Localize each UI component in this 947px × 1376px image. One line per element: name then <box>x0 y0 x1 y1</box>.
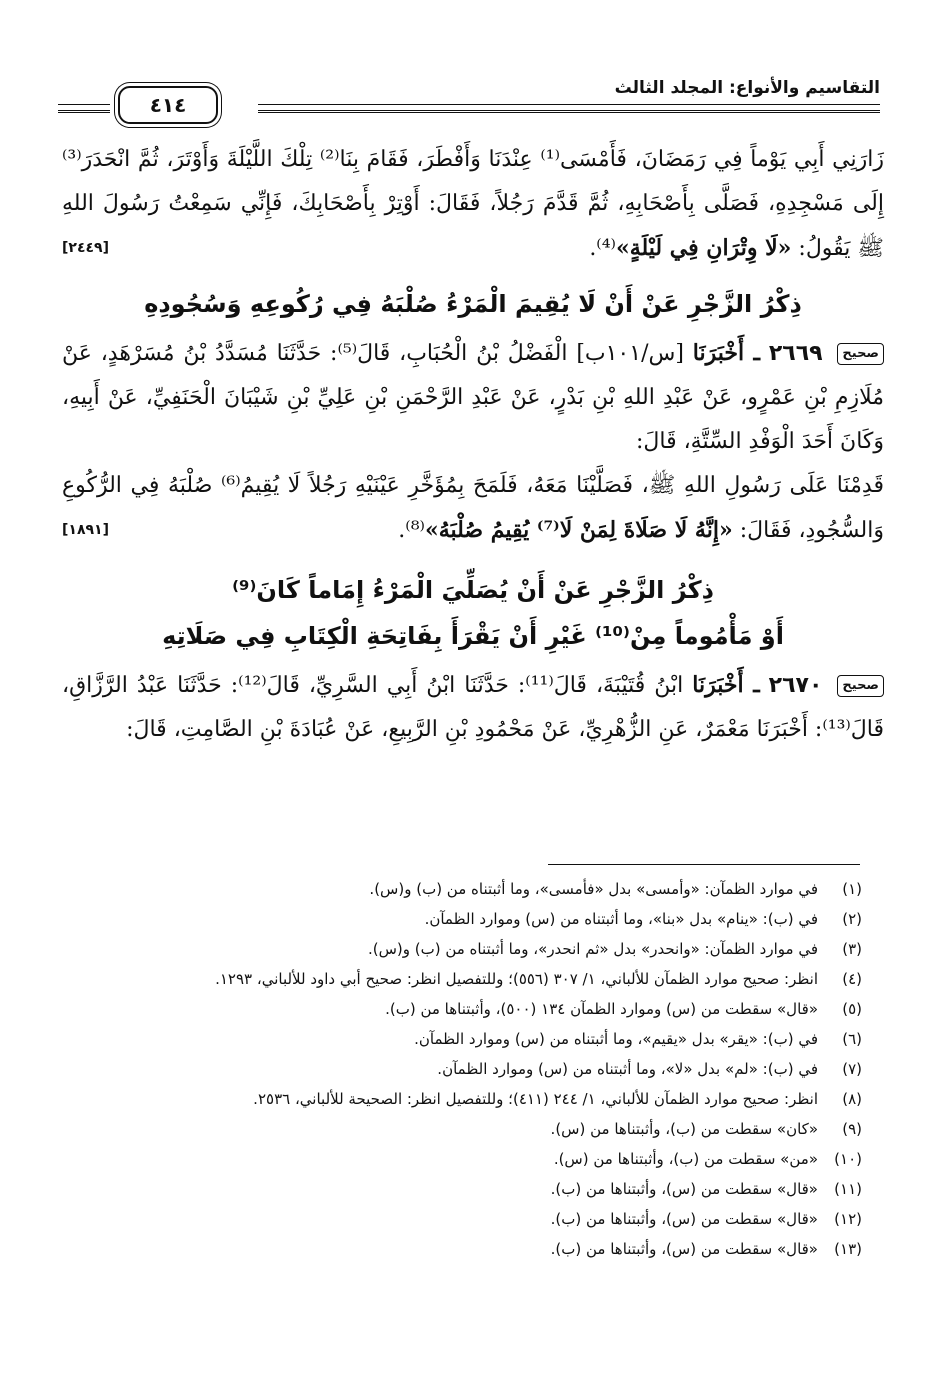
footnote-text: «قال» سقطت من (س)، وأثبتناها من (ب). <box>550 1240 818 1258</box>
footnote-text: في (ب): «يقر» بدل «يقيم»، وما أثبتناه من (س) وموارد الظمآن. <box>414 1030 818 1048</box>
footnote-number: (١٣) <box>834 1240 862 1258</box>
footnote-text: «قال» سقطت من (س)، وأثبتناها من (ب). <box>550 1210 818 1228</box>
running-title: التقاسيم والأنواع: المجلد الثالث <box>614 78 880 98</box>
section1-paragraph <box>62 138 884 271</box>
footnote <box>62 994 862 1024</box>
section1-reference: [٢٤٤٩] <box>62 240 109 256</box>
page-number-badge: ٤١٤ <box>118 86 218 124</box>
footnote <box>62 1114 862 1144</box>
footnote-text: «قال» سقطت من (س) وموارد الظمآن ١٣٤ (٥٠٠)، وأثبتناها من (ب). <box>385 1000 818 1018</box>
footnote <box>62 1084 862 1114</box>
header-double-rule <box>258 110 880 113</box>
grade-tag: صحيح <box>837 343 884 365</box>
hadith-lead: ـ أَخْبَرَنَا <box>692 672 760 698</box>
footnote-text: في موارد الظمآن: «وأمسى» بدل «فأمسى»، وما أثبتناه من (ب) و(س). <box>369 880 818 898</box>
hadith-2669 <box>62 331 884 464</box>
footnote-separator <box>548 864 860 865</box>
hadith-isnad: ابْنُ قُتَيْبَةَ، قَالَ⁽¹¹⁾: حَدَّثَنَا ابْنُ أَبِي السَّرِيِّ، قَالَ⁽¹²⁾: حَدَّثَنَا عَبْدُ الرَّزَّاقِ، قَالَ⁽¹³⁾: أَخْبَرَنَا مَعْمَرٌ، عَنِ الزُّهْرِيِّ، عَنْ مَحْمُودِ بْنِ الرَّبِيعِ، عَنْ عُبَادَةَ بْنِ الصَّامِتِ، قَالَ: <box>62 673 884 742</box>
footnote <box>62 904 862 934</box>
hadith-2670 <box>62 663 884 752</box>
footnote-number: (١) <box>842 880 862 898</box>
chapter-heading-2-line2: أَوْ مَأْمُوماً مِنْ⁽¹⁰⁾ غَيْرِ أَنْ يَقْرَأَ بِفَاتِحَةِ الْكِتَابِ فِي صَلَاتِهِ <box>162 622 784 650</box>
header-double-rule-left <box>58 110 110 113</box>
footnote-number: (٩) <box>842 1120 862 1138</box>
footnote-number: (٤) <box>842 970 862 988</box>
footnote-number: (١٢) <box>834 1210 862 1228</box>
header-rule-left <box>58 104 110 105</box>
hadith-isnad: [س/١٠١ب] الْفَضْلُ بْنُ الْحُبَابِ، قَالَ⁽⁵⁾: حَدَّثَنَا مُسَدَّدُ بْنُ مُسَرْهَدٍ، عَنْ مُلَازِمِ بْنِ عَمْرٍو، عَنْ عَبْدِ اللهِ بْنِ بَدْرٍ، عَنْ عَبْدِ الرَّحْمَنِ بْنِ عَلِيِّ بْنِ شَيْبَانَ الْحَنَفِيِّ، عَنْ أَبِيهِ، وَكَانَ أَحَدَ الْوَفْدِ السِّتَّةِ، قَالَ: <box>62 341 884 454</box>
chapter-heading-2 <box>62 567 884 659</box>
footnote <box>62 1174 862 1204</box>
footnotes <box>62 874 862 1264</box>
footnote-text: في (ب): «لم» بدل «لا»، وما أثبتناه من (س) وموارد الظمآن. <box>437 1060 818 1078</box>
footnote-text: «كان» سقطت من (ب)، وأثبتناها من (س). <box>550 1120 818 1138</box>
footnote <box>62 874 862 904</box>
footnote-number: (٥) <box>842 1000 862 1018</box>
page-header <box>58 70 880 130</box>
footnote-number: (٢) <box>842 910 862 928</box>
footnote-number: (٣) <box>842 940 862 958</box>
footnote-number: (٨) <box>842 1090 862 1108</box>
main-text <box>62 138 884 752</box>
footnote <box>62 1204 862 1234</box>
footnote-number: (٦) <box>842 1030 862 1048</box>
section1-text: زَارَنِي أَبِي يَوْماً فِي رَمَضَانَ، فَأَمْسَى⁽¹⁾ عِنْدَنَا وَأَفْطَرَ، فَقَامَ بِنَا⁽²⁾ تِلْكَ اللَّيْلَةَ وَأَوْتَرَ، ثُمَّ انْحَدَرَ⁽³⁾ إِلَى مَسْجِدِهِ، فَصَلَّى بِأَصْحَابِهِ، ثُمَّ قَدَّمَ رَجُلاً، فَقَالَ: أَوْتِرْ بِأَصْحَابِكَ، فَإِنِّي سَمِعْتُ رَسُولَ اللهِ ﷺ يَقُولُ: <box>62 147 884 261</box>
footnote <box>62 1234 862 1264</box>
footnote <box>62 1054 862 1084</box>
footnote <box>62 964 862 994</box>
grade-tag: صحيح <box>837 675 884 697</box>
footnote <box>62 1024 862 1054</box>
hadith-number: ٢٦٦٩ <box>768 341 823 366</box>
section1-quote: «لَا وِتْرَانِ فِي لَيْلَةٍ» <box>615 235 792 261</box>
footnote-number: (١٠) <box>834 1150 862 1168</box>
footnote-text: انظر: صحيح موارد الظمآن للألباني، ١/ ٢٤٤ (٤١١)؛ وللتفصيل انظر: الصحيحة للألباني، ٢٥٣٦. <box>253 1090 818 1108</box>
hadith-matn: قَدِمْنَا عَلَى رَسُولِ اللهِ ﷺ، فَصَلَّيْنَا مَعَهُ، فَلَمَحَ بِمُؤَخَّرِ عَيْنَيْهِ رَجُلاً لَا يُقِيمُ⁽⁶⁾ صُلْبَهُ فِي الرُّكُوعِ وَالسُّجُودِ، فَقَالَ: <box>62 473 884 543</box>
footnote <box>62 1144 862 1174</box>
footnote <box>62 934 862 964</box>
hadith-2669-matn <box>62 464 884 553</box>
chapter-heading-2-line1: ذِكْرُ الزَّجْرِ عَنْ أَنْ يُصَلِّيَ الْمَرْءُ إِمَاماً كَانَ⁽⁹⁾ <box>232 576 714 604</box>
section1-quote-tail: ⁽⁴⁾. <box>589 236 616 261</box>
footnote-text: في (ب): «ينام» بدل «بنا»، وما أثبتناه من (س) وموارد الظمآن. <box>424 910 818 928</box>
footnote-number: (١١) <box>834 1180 862 1198</box>
footnote-text: «من» سقطت من (ب)، وأثبتناها من (س). <box>553 1150 818 1168</box>
footnote-text: «قال» سقطت من (س)، وأثبتناها من (ب). <box>550 1180 818 1198</box>
chapter-heading-1: ذِكْرُ الزَّجْرِ عَنْ أَنْ لَا يُقِيمَ الْمَرْءُ صُلْبَهُ فِي رُكُوعِهِ وَسُجُودِهِ <box>144 290 802 318</box>
hadith-reference: [١٨٩١] <box>62 522 109 538</box>
hadith-number: ٢٦٧٠ <box>768 673 823 698</box>
hadith-quote: «إِنَّهُ لَا صَلَاةَ لِمَنْ لَا⁽⁷⁾ يُقِيمُ صُلْبَهُ» <box>424 517 733 543</box>
footnote-number: (٧) <box>842 1060 862 1078</box>
header-rule <box>258 104 880 105</box>
hadith-quote-tail: ⁽⁸⁾. <box>398 518 425 543</box>
footnote-text: انظر: صحيح موارد الظمآن للألباني، ١/ ٣٠٧ (٥٥٦)؛ وللتفصيل انظر: صحيح أبي داود للألباني، ١٢٩٣. <box>215 970 818 988</box>
footnote-text: في موارد الظمآن: «وانحدر» بدل «ثم انحدر»، وما أثبتناه من (ب) و(س). <box>367 940 818 958</box>
hadith-lead: ـ أَخْبَرَنَا <box>692 340 761 366</box>
